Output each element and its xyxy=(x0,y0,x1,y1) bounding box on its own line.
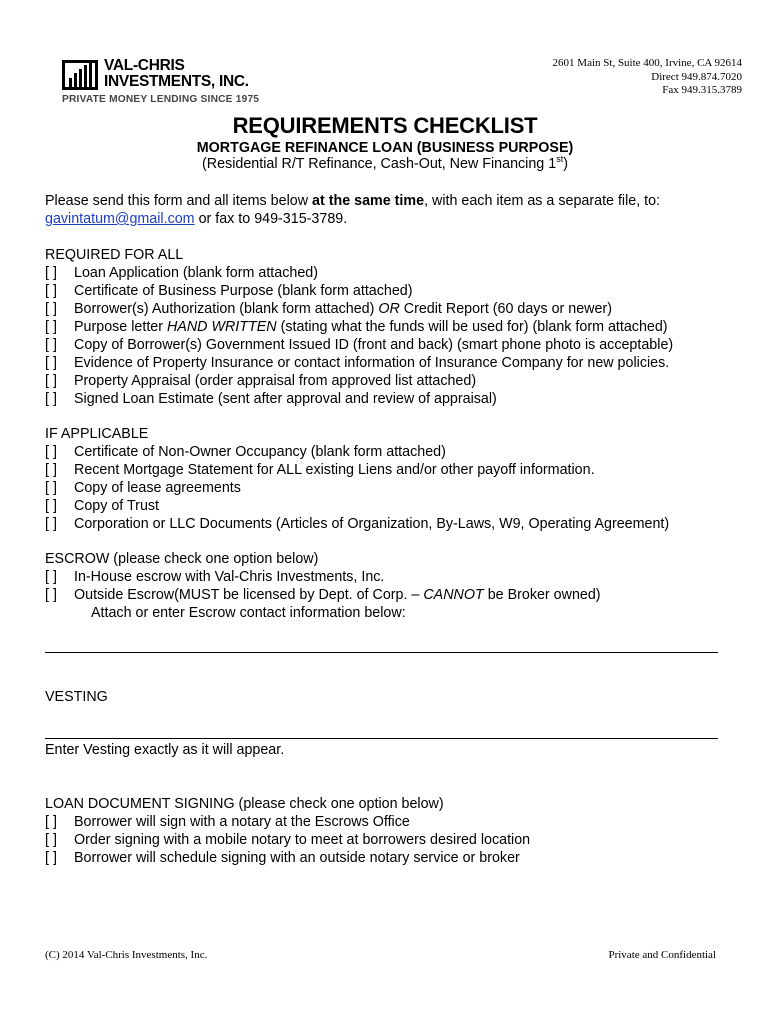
escrow-option-inhouse[interactable]: [ ] In-House escrow with Val-Chris Investments, Inc. xyxy=(45,569,385,585)
checklist-item[interactable]: [ ] Certificate of Business Purpose (blank form attached) xyxy=(45,283,413,299)
checklist-item[interactable]: [ ] Loan Application (blank form attached) xyxy=(45,265,318,281)
checkbox[interactable]: [ ] xyxy=(45,498,57,514)
checkbox[interactable]: [ ] xyxy=(45,283,57,299)
escrow-note: Attach or enter Escrow contact information below: xyxy=(91,605,406,621)
footer-confidential: Private and Confidential xyxy=(608,949,716,961)
checklist-item[interactable]: [ ] Signed Loan Estimate (sent after approval and review of appraisal) xyxy=(45,391,497,407)
checklist-item[interactable]: [ ] Recent Mortgage Statement for ALL existing Liens and/or other payoff information. xyxy=(45,462,595,478)
vesting-field[interactable] xyxy=(45,738,718,739)
direct-phone: Direct 949.874.7020 xyxy=(651,70,742,83)
page-subtitle-detail: (Residential R/T Refinance, Cash-Out, New Financing 1st) xyxy=(202,154,568,172)
page-title: REQUIREMENTS CHECKLIST xyxy=(232,113,538,138)
checkbox[interactable]: [ ] xyxy=(45,569,57,585)
escrow-contact-field[interactable] xyxy=(45,652,718,653)
signing-heading: LOAN DOCUMENT SIGNING (please check one option below) xyxy=(45,796,444,812)
checklist-item[interactable]: [ ] Certificate of Non-Owner Occupancy (blank form attached) xyxy=(45,444,446,460)
contact-block xyxy=(553,57,742,98)
checklist-item[interactable]: [ ] Evidence of Property Insurance or contact information of Insurance Company for new policies. xyxy=(45,355,670,371)
checklist-item[interactable]: [ ] Borrower(s) Authorization (blank form attached) OR Credit Report (60 days or newer) xyxy=(45,301,612,317)
footer-copyright: (C) 2014 Val-Chris Investments, Inc. xyxy=(45,949,208,961)
checkbox[interactable]: [ ] xyxy=(45,391,57,407)
checkbox[interactable]: [ ] xyxy=(45,373,57,389)
intro-text: Please send this form and all items below at the same time, with each item as a separate file, to: xyxy=(45,193,661,209)
checklist-item[interactable]: [ ] Copy of Borrower(s) Government Issued ID (front and back) (smart phone photo is acceptable) xyxy=(45,337,674,353)
address: 2601 Main St, Suite 400, Irvine, CA 92614 xyxy=(552,57,742,69)
checkbox[interactable]: [ ] xyxy=(45,850,57,866)
checkbox[interactable]: [ ] xyxy=(45,444,57,460)
signing-option[interactable]: [ ] Order signing with a mobile notary to meet at borrowers desired location xyxy=(45,832,531,848)
escrow-option-outside[interactable]: [ ] Outside Escrow(MUST be licensed by Dept. of Corp. – CANNOT be Broker owned) xyxy=(45,587,601,603)
checkbox[interactable]: [ ] xyxy=(45,462,57,478)
required-heading: REQUIRED FOR ALL xyxy=(45,247,184,263)
checkbox[interactable]: [ ] xyxy=(45,832,57,848)
checklist-item[interactable]: [ ] Purpose letter HAND WRITTEN (stating what the funds will be used for) (blank form attached) xyxy=(45,319,668,335)
checkbox[interactable]: [ ] xyxy=(45,587,57,603)
signing-option[interactable]: [ ] Borrower will sign with a notary at the Escrows Office xyxy=(45,814,410,830)
checkbox[interactable]: [ ] xyxy=(45,319,57,335)
logo-line-2: INVESTMENTS, INC. xyxy=(104,73,249,90)
checkbox[interactable]: [ ] xyxy=(45,337,57,353)
logo-tagline: PRIVATE MONEY LENDING SINCE 1975 xyxy=(62,94,260,105)
checkbox[interactable]: [ ] xyxy=(45,480,57,496)
checkbox[interactable]: [ ] xyxy=(45,265,57,281)
signing-option[interactable]: [ ] Borrower will schedule signing with an outside notary service or broker xyxy=(45,850,520,866)
email-link[interactable]: gavintatum@gmail.com xyxy=(45,211,195,227)
intro-contact: gavintatum@gmail.com or fax to 949-315-3789. xyxy=(45,211,348,227)
escrow-heading: ESCROW (please check one option below) xyxy=(45,551,319,567)
checklist-item[interactable]: [ ] Property Appraisal (order appraisal from approved list attached) xyxy=(45,373,477,389)
fax-number: Fax 949.315.3789 xyxy=(662,84,742,96)
checkbox[interactable]: [ ] xyxy=(45,516,57,532)
checklist-item[interactable]: [ ] Copy of lease agreements xyxy=(45,480,241,496)
checkbox[interactable]: [ ] xyxy=(45,814,57,830)
page-subtitle: MORTGAGE REFINANCE LOAN (BUSINESS PURPOSE) xyxy=(196,140,574,156)
applicable-heading: IF APPLICABLE xyxy=(45,426,149,442)
vesting-note: Enter Vesting exactly as it will appear. xyxy=(45,742,285,758)
vesting-heading: VESTING xyxy=(45,689,108,705)
checklist-item[interactable]: [ ] Corporation or LLC Documents (Articles of Organization, By-Laws, W9, Operating Agreement) xyxy=(45,516,670,532)
checkbox[interactable]: [ ] xyxy=(45,301,57,317)
checkbox[interactable]: [ ] xyxy=(45,355,57,371)
checklist-item[interactable]: [ ] Copy of Trust xyxy=(45,498,160,514)
company-logo xyxy=(62,56,262,108)
logo-line-1: VAL-CHRIS xyxy=(104,57,185,74)
